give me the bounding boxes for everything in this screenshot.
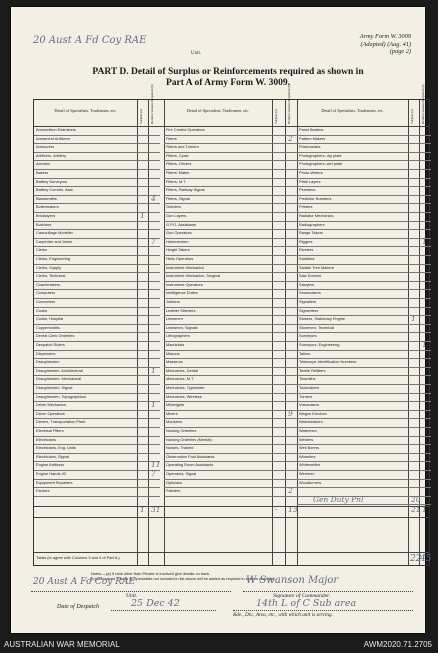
trade-label: Artificers, Artillery [36,152,67,158]
row-rule [297,186,431,187]
trade-label: Armourers [36,144,55,150]
reinforcement-value: 11 [151,460,161,470]
detail-table [33,84,432,566]
trade-label: Cooks, Hospital [36,316,64,322]
title-line1: PART D. Detail of Surplus or Reinforcements required as shown in [92,67,364,77]
row-rule [34,169,160,170]
trade-label: Fire Control Operators [166,127,205,132]
row-rule [34,160,160,161]
detail-header: Detail of Specialists, Tradesmen, etc. [186,108,250,113]
trade-label: Fitters, Cycle [166,152,189,158]
subtotal-surplus: 1 [140,505,145,515]
trade-label: G.P.O. Assistants [166,221,196,227]
row-rule [34,221,160,222]
trade-label: Nursing Orderlies [166,428,197,433]
trade-label: Dental Clerk Orderlies [36,333,75,339]
despatch-line [111,610,216,611]
surplus-value: 1 [140,211,145,220]
trade-label: Millwrights [166,402,185,408]
trade-label: Gun Layers [166,213,187,218]
subtotal-rule [34,506,429,507]
trade-label: Toolmakers [299,385,319,390]
trade-label: Electricians, Signal [36,453,69,459]
footer-unit-handwritten: 20 Aust A Fd Coy RAE [33,577,136,587]
trade-label: Dispensers [36,350,56,356]
trade-label: Miners [166,410,178,416]
form-ref-line3: (page 2) [389,48,411,55]
trade-label: Operators, Signal [166,471,197,476]
trade-label: Painters [166,488,181,494]
row-rule [297,453,431,454]
row-rule [164,496,297,497]
row-rule [297,238,431,239]
trade-label: Pattern Makers [299,135,326,141]
trade-label: Driver Mechanics [36,402,67,408]
trade-label: Drivers, Transportation Plant [36,419,86,425]
row-rule [297,487,431,488]
form-page [11,7,432,633]
trade-label: Computers [36,290,56,296]
row-rule [297,470,431,471]
trade-label: Storemen, Technical [299,324,335,330]
trade-label: Coachmakers [36,281,61,287]
trade-label: Tinsmiths [299,376,316,382]
trade-label: Leather Stitchers [166,307,196,313]
trade-label: Bakers [36,170,49,175]
notes-line2: (b) Authorised Trades or Specialists not included in list above will be added as required in spaces provided. [91,576,276,581]
surplus-header: Surplus (a) [274,109,278,124]
trade-label: Cooks [36,307,48,313]
reinforcement-value: 7 [151,469,156,478]
caption-right: AWM2020.71.2705 [363,640,432,649]
trade-label: Shoemakers [299,290,321,296]
row-rule [297,332,431,333]
subtotal-surplus: - [275,505,278,515]
trade-label: Saddlers [299,256,315,261]
trade-label: Mechanics, Typewriter [166,385,205,390]
despatch-date: 25 Dec 42 [131,598,180,609]
trade-label: Range Takers [299,230,323,236]
despatch-label: Date of Despatch [57,604,99,610]
trade-label: Telescope Identification Numbers [299,359,357,365]
trade-label: Mechanics, M.T. [166,376,195,382]
trade-label: Jobbers [166,299,180,304]
trade-label: Battery Comdrs. Asst. [36,187,74,193]
row-rule [297,298,431,299]
totals-rule [34,552,429,553]
total-reinforcements: 45 [420,554,432,564]
row-rule [297,203,431,204]
reinforcement-value: 2 [288,133,293,143]
trade-label: Draughtsmen [36,359,60,365]
reinforcement-value: 1 [422,340,427,349]
subtotal-rule-bottom [34,517,429,518]
trade-label: Pharmacists [299,144,321,150]
trade-label: Grinders [166,204,181,210]
trade-label: Axemen [36,161,51,167]
trade-label: Signallers [299,299,317,304]
trade-label: Fitters and Turners [166,144,199,150]
surplus-value: 20 [411,494,421,504]
form-ref-line2: (Adapted) (Aug. 41) [360,40,411,48]
trade-label: Gen Duty Pnl [313,494,364,504]
trade-label: Engine Artificers [36,462,65,468]
row-rule [164,315,297,316]
reinforcement-value: 1 [151,365,156,375]
row-rule [297,255,431,256]
trade-label: Ammunition Examiners [36,127,77,132]
trade-label: Fitters, Railway Signal [166,187,205,193]
row-rule [297,281,431,282]
unit-line [31,591,231,592]
trade-label: Equipment Repairers [36,479,73,485]
trade-label: Driver Operators [36,410,65,416]
trade-label: Draughtsmen, Topographical [36,393,86,399]
row-rule [34,246,160,247]
trade-label: Fitters' Mates [166,170,190,175]
trade-label: Draughtsmen, Mechanical [36,376,82,382]
trade-label: Vulcanisers [299,402,319,408]
trade-label: Instrument Mechanics, Surgical [166,273,221,279]
trade-label: Clerks, Technical [36,273,66,279]
row-rule [164,358,297,359]
row-rule [297,246,431,247]
row-rule [164,298,297,299]
trade-label: Linesmen, Signals [166,324,198,330]
reinforcements-header: Reinforcements Required (b) [150,84,154,124]
subtotal-reinforcements: 31 [151,505,161,515]
trade-label: Clerks [36,247,48,253]
trade-label: Masseurs [166,359,183,365]
trade-label: Nursing Orderlies (Mental) [166,436,212,442]
trade-label: Saw Doctors [299,273,322,279]
area-line [233,610,413,611]
trade-label: Opticians [166,479,183,485]
reinforcement-value: 1 [422,236,427,246]
detail-header: Detail of Specialists, Tradesmen, etc. [321,108,384,113]
trade-label: Surveyors [299,333,317,339]
trade-label: Armament Artificers [36,135,70,141]
row-rule [164,135,297,136]
trade-label: Height Takers [166,247,190,253]
trade-label: Instrument Operators [166,281,203,287]
row-rule [164,350,297,351]
trade-label: Nurses, Trained [166,445,194,451]
trade-label: Printers [299,204,313,210]
trade-label: Farriers [36,488,50,494]
trade-label: Mechanics, Wireless [166,393,202,399]
unit-label: Unit. [191,51,202,56]
trade-label: Surveyors, Engineering [299,342,340,347]
trade-label: Plate Layers [299,178,321,184]
trade-label: Mechanics, Dental [166,367,199,373]
trade-label: Battery Surveyors [36,178,67,184]
trade-label: Masons [166,350,180,356]
notes-line1: Notes.—(a) If rank other than Private is involved give details on back. [91,571,211,576]
trade-label: Radiographers [299,221,325,227]
trade-label: Lithographers [166,333,190,339]
trade-label: Tailors [299,350,311,356]
reinforcements-header: Reinforcements Required (b) [421,84,425,124]
row-rule [34,307,160,308]
row-rule [164,487,297,488]
reinforcements-header: Reinforcements Required (b) [287,84,291,124]
reinforcement-value: 7 [151,236,156,246]
trade-label: Machinists [166,342,185,347]
total-surplus: 22 [410,554,422,564]
trade-label: Gun Operators [166,230,192,236]
trade-label: Fitters [166,135,177,141]
trade-label: Butchers [36,221,52,227]
row-rule [164,410,297,411]
trade-label: Intelligence Duties [166,290,198,296]
surplus-value: 1 [411,314,416,324]
row-rule [297,436,431,437]
trade-label: Carpenter and Joiner [36,238,73,244]
row-rule [34,496,160,497]
trade-label: Linesmen [166,316,183,322]
trade-label: Wheelers [299,453,316,459]
trade-label: Riggers [299,238,313,244]
area-label: Bde., Div., Area, etc., with which unit is serving. [233,612,333,618]
trade-label: Observation Post Assistants [166,453,215,459]
trade-label: Woodturners [299,479,322,485]
trade-label: Electricians [36,436,56,442]
row-rule [164,203,297,204]
trade-label: Electricians, Eng. Units [36,445,77,451]
trade-label: Plumbers [299,187,316,193]
trade-label: Photo-Writers [299,170,323,175]
trade-label: Welders [299,436,314,442]
trade-label: Riveters [299,247,314,253]
trade-label: Operating Room Assistants [166,462,214,468]
surplus-header: Surplus (a) [410,109,414,124]
trade-label: Bricklayers [36,213,56,218]
title-line2: Part A of Army Form W. 3009. [165,78,290,88]
trade-label: Watchmakers [299,419,323,425]
form-title [63,67,393,89]
trade-label: Watermen [299,428,317,433]
reinforcement-value: 1 [151,400,156,410]
signature-line [243,591,413,592]
trade-label: Sawyers [299,281,314,287]
trade-label: Draughtsmen, Signal [36,385,73,390]
row-rule [297,375,431,376]
trade-label: Saddle Tree Makers [299,264,334,270]
trade-label: Concreters [36,299,56,304]
area-handwritten: 14th L of C Sub area [256,598,357,609]
subtotal-surplus: 21 [411,505,421,515]
commander-signature: W Swanson Major [246,575,339,586]
row-rule [164,479,297,480]
form-ref-line1: Army Form W. 3009 [359,33,411,40]
trade-label: Panel Beaters [299,127,324,132]
trade-label: Fitters, Drivers [166,161,192,167]
reinforcement-value: 9 [288,408,293,418]
trade-label: Camouflage Modeller [36,230,73,236]
trade-label: Photographers, dry plate [299,152,342,158]
caption-left: AUSTRALIAN WAR MEMORIAL [4,640,120,649]
trade-label: Textile Refitters [299,367,326,373]
form-reference [360,33,411,56]
reinforcement-value: 4 [151,193,156,203]
row-rule [297,393,431,394]
trade-label: Helio Operators [166,256,194,261]
trade-label: Predictor Numbers [299,195,332,201]
trade-label: Despatch Riders [36,342,65,347]
signature-label: Signature of Commander. [273,593,331,599]
trade-label: Blacksmiths [36,195,57,201]
header-rule [34,126,429,127]
subtotal-reinforcements: 13 [288,505,298,515]
trade-label: Signwriters [299,307,319,313]
totals-label: Totals (to agree with Columns 3 and 4 of Part A.) [36,555,120,560]
reinforcement-value: 2 [288,486,293,496]
row-rule [297,350,431,351]
trade-label: Engine Hands I/C [36,471,67,476]
subtotal-reinforcements: 1 [422,505,427,515]
trade-label: Photographers, wet plate [299,161,343,167]
trade-label: Radiator Mechanics [299,213,334,218]
trade-label: Clerks, Engineering [36,256,70,261]
footer-unit-label: Unit. [126,593,138,599]
unit-handwritten: 20 Aust A Fd Coy RAE [33,35,147,46]
trade-label: Instrument Mechanics [166,264,205,270]
row-rule [297,427,431,428]
trade-label: Hammermen [166,238,189,244]
trade-label: Whitesmiths [299,462,321,468]
row-rule [34,487,160,488]
trade-label: Well Borers [299,445,320,451]
surplus-header: Surplus (a) [139,109,143,124]
trade-label: Coppersmiths [36,324,61,330]
trade-label: Clerks, Supply [36,264,62,270]
trade-label: Fitters, Signal [166,195,190,201]
trade-label: Draughtsmen, Architectural [36,367,83,373]
trade-label: Turners [299,393,313,399]
trade-label: Stokers, Stationary Engine [299,316,346,322]
trade-label: Wagon Erectors [299,410,327,416]
trade-label: Boilermakers [36,204,59,210]
detail-header: Detail of Specialists, Tradesmen, etc. [54,108,117,113]
trade-label: Wiremen [299,471,315,476]
trade-label: Fitters, M.T. [166,178,187,184]
row-rule [164,418,297,419]
trade-label: Moulders [166,419,183,425]
trade-label: Electrical Fitters [36,428,64,433]
